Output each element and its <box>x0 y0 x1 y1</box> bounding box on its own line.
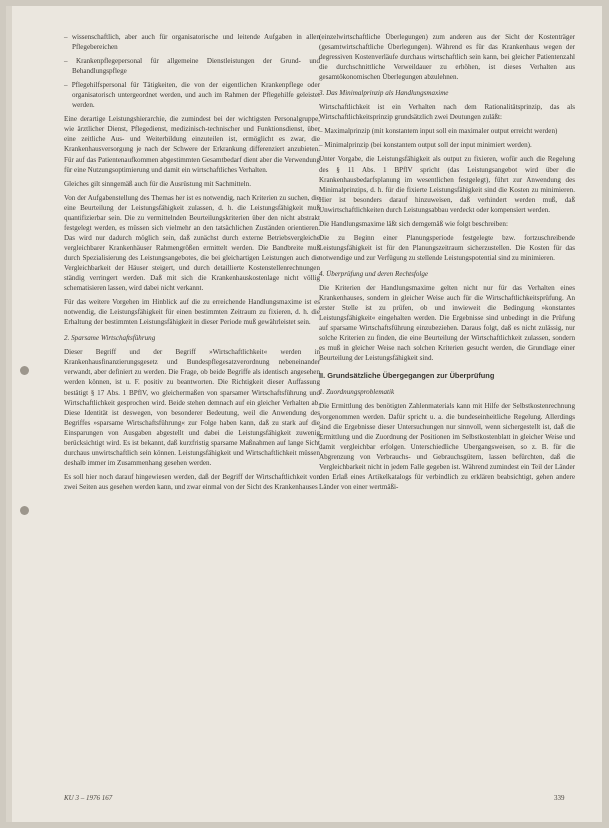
left-column <box>64 32 320 496</box>
bullet-item: – Pflegehilfspersonal für Tätigkeiten, die von der eigentlichen Krankenpflege oder organisatorisch untergeordnet werden, und auch im Rahmen der Pflegehilfe geleistet werden. <box>64 81 320 110</box>
paragraph: (einzelwirtschaftliche Überlegungen) zum anderen aus der Sicht der Kostenträger (gesamtwirtschaftliche Überlegungen). Während es für das Krankenhaus wegen der degressiven Kostenverläufe durchaus wirtschaftlich sein kann, bei gleicher Patientenzahl die durchschnittliche Verweildauer zu erhöhen, ist dieses Verhalten aus gesamtökonomischen Überlegungen abzulehnen. <box>319 33 575 82</box>
paragraph: Die zu Beginn einer Planungsperiode festgelegte bzw. fortzuschreibende Leistungsfähigkeit ist für den Planungszeitraum sicherzustellen. Die Kosten für das notwendige und zur Verfügung zu stellende Leistungspotential sind zu minimieren. <box>319 233 575 262</box>
paragraph: Es soll hier noch darauf hingewiesen werden, daß der Begriff der Wirtschaftlichkeit von zwei Seiten aus gesehen werden kann, und zwar einmal von der Sicht des Krankenhauses <box>64 472 320 491</box>
bullet-item: – Krankenpflegepersonal für allgemeine Dienstleistungen der Grund- und Behandlungspflege <box>64 57 320 76</box>
subheading: 1. Zuordnungsproblematik <box>319 388 395 397</box>
subheading: 2. Sparsame Wirtschaftsführung <box>64 334 156 343</box>
paragraph: Die Ermittlung des benötigten Zahlenmaterials kann mit Hilfe der Selbstkostenrechnung vorgenommen werden. Dafür spricht u. a. die bundeseinheitliche Regelung. Allerdings sind die Ergebnisse dieser Untersuchungen nur sinnvoll, wenn sichergestellt ist, daß die Ermittlung und die Zuordnung der Positionen im Selbstkostenblatt in gleicher Weise und damit vergleichbar erfolgen. Unterschiedliche Ubergangsweisen, so z. B. für die Abgrenzung von Verbrauchs- und Gebrauchsgütern, lassen befürchten, daß die Vergleichbarkeit nicht in jedem Falle gegeben ist. Während zumindest ein Teil der Länder den Erlaß eines Artikelkatalogs für verbindlich zu erklären beabsichtigt, gehen andere Länder von einer wertmäßi- <box>319 402 575 491</box>
page-number: 339 <box>554 794 565 802</box>
subheading: 3. Das Minimalprinzip als Handlungsmaxime <box>319 89 449 98</box>
paragraph: Für das weitere Vorgehen im Hinblick auf die zu erreichende Handlungsmaxime ist es notwendig, die Leistungsfähigkeit für einen bestimmten Zeitraum zu fixieren, d. h. die Erhaltung der bestimmten Leistungsfähigkeit in dieser Periode muß gewährleistet sein. <box>64 298 320 327</box>
journal-footer: KU 3 – 1976 167 <box>64 794 113 802</box>
bullet-item: – Minimalprinzip (bei konstantem output soll der input minimiert werden). <box>319 141 532 150</box>
paragraph: Von der Aufgabenstellung des Themas her ist es notwendig, nach Kriterien zu suchen, die eine Beurteilung der Leistungsfähigkeit zulassen, d. h. die Leistungsfähigkeit muß quantifizierbar sein. Die zu vermittelnden Beurteilungskriterien über den nicht abstrakt festgelegt werden, es müssen sich vielmehr an den tatsächlichen Zuständen orientieren. Das wird nur dadurch möglich sein, daß zunächst durch externe Betriebsvergleiche vergleichbarer Krankenhäuser Rahmengrößen ermittelt werden. Die Bandbreite muß durch Spezialisierung des Leistungsangebotes, die bei gleichartigen Leistungen auch die Vergleichbarkeit der Häuser steigert, und durch detaillierte Kostenstellenrechnungen ständig verringert werden. Daß mit sich die Krankenhauskostenlage nicht völlig schematisieren lassen, wird dabei nicht verkannt. <box>64 193 320 293</box>
paragraph: Gleiches gilt sinngemäß auch für die Ausrüstung mit Sachmitteln. <box>64 179 251 188</box>
paragraph: Eine derartige Leistungshierarchie, die zumindest bei der wichtigsten Personalgruppe, wie ärztlicher Dienst, Pflegedienst, medizinisch-technischer und Funktionsdienst, über eine zeitliche Aus- und Weiterbildung einzuteilen ist, ermöglicht es zwar, die Krankenhausversorgung je nach der Schwere der Erkrankung differenziert anzubieten. Für auf das Patientenaufkommen abgestimmten Gesamtbedarf dient aber die Verwendung für eine Nutzungsoptimierung und damit ein wirtschaftliches Verhalten. <box>64 115 320 174</box>
paragraph: Die Kriterien der Handlungsmaxime gelten nicht nur für das Verhalten eines Krankenhauses, sondern in gleicher Weise auch für die Wirtschaftlichkeitsprüfung. An erster Stelle ist zu prüfen, ob und inwieweit die Bedingung »konstantes Leistungsfähigkeit« eingehalten werden. Die Ergebnisse sind unbedingt in die Prüfung auf sparsame Wirtschaftsführung einzubeziehen. Daraus folgt, daß es nicht zulässig, nur solche Kriterien zu finden, die eine Beurteilung der Wirtschaftlichkeit zulassen, sondern es muß in gleicher Weise nach solchen Kriterien gesucht werden, die Grundlage einer Beurteilung der Leistungsfähigkeit sind. <box>319 283 575 363</box>
paragraph: Die Handlungsmaxime läßt sich demgemäß wie folgt beschreiben: <box>319 219 508 228</box>
section-heading: II. Grundsätzliche Übergegangen zur Überprüfung <box>319 371 495 381</box>
punch-hole <box>20 366 29 375</box>
paragraph: Unter Vorgabe, die Leistungsfähigkeit als output zu fixieren, wofür auch die Regelung des § 11 Abs. 1 BPflV spricht (das Leistungsangebot wird über die Krankenhausbedarfsplanung im wesentlichen festgelegt), führt zur Anwendung des Minimalprinzips, d. h. für die fixierte Leistungsfähigkeit sind die Kosten zu minimieren. Hier ist besonders darauf hinzuweisen, daß verhindert werden muß, daß Unwirtschaftlichkeiten durch Leistungsabbau verdeckt oder kompensiert werden. <box>319 155 575 214</box>
bullet-item: – Maximalprinzip (mit konstantem input soll ein maximaler output erreicht werden) <box>319 127 558 136</box>
document-page <box>6 6 602 822</box>
subheading: 4. Überprüfung und deren Rechtsfolge <box>319 269 429 278</box>
bullet-item: – wissenschaftlich, aber auch für organisatorische und leitende Aufgaben in allen Pflegebereichen <box>64 33 320 52</box>
right-column <box>319 32 575 496</box>
paragraph: Dieser Begriff und der Begriff »Wirtschaftlichkeit« werden in Krankenhausfinanzierungsgesetz und Bundespflegesatzverordnung nebeneinander verwandt, aber definiert zu werden. Die Frage, ob beide Begriffe als identisch angesehen werden können, ist u. F. positiv zu beantworten. Die Richtigkeit dieser Auffassung bestätigt § 17 Abs. 1 BPflV, wo gleichermaßen von sparsamer Wirtschaftsführung und Wirtschaftlichkeit gesprochen wird. Beide stehen demnach auf ein gleicher Verhalten ab. Diese Identität ist deswegen, von besonderer Bedeutung, weil die Anwendung des Begriffes »sparsame Wirtschaftsführung« zur Folge haben kann, daß zu stark auf die Einsparungen von Ausgaben abgestellt und dabei die Leistungsfähigkeit zuwenig berücksichtigt wird. Es ist bekannt, daß kurzfristig sparsame Maßnahmen auf lange Sicht durchaus unwirtschaftlich sein können. Leistungsfähigkeit und Wirtschaftlichkeit müssen deshalb immer im Zusammenhang gesehen werden. <box>64 348 320 467</box>
page-edge <box>6 6 12 822</box>
paragraph: Wirtschaftlichkeit ist ein Verhalten nach dem Rationalitätsprinzip, das als Wirtschaftlichkeitsprinzip grundsätzlich zwei Deutungen zuläßt: <box>319 103 575 122</box>
punch-hole <box>20 506 29 515</box>
